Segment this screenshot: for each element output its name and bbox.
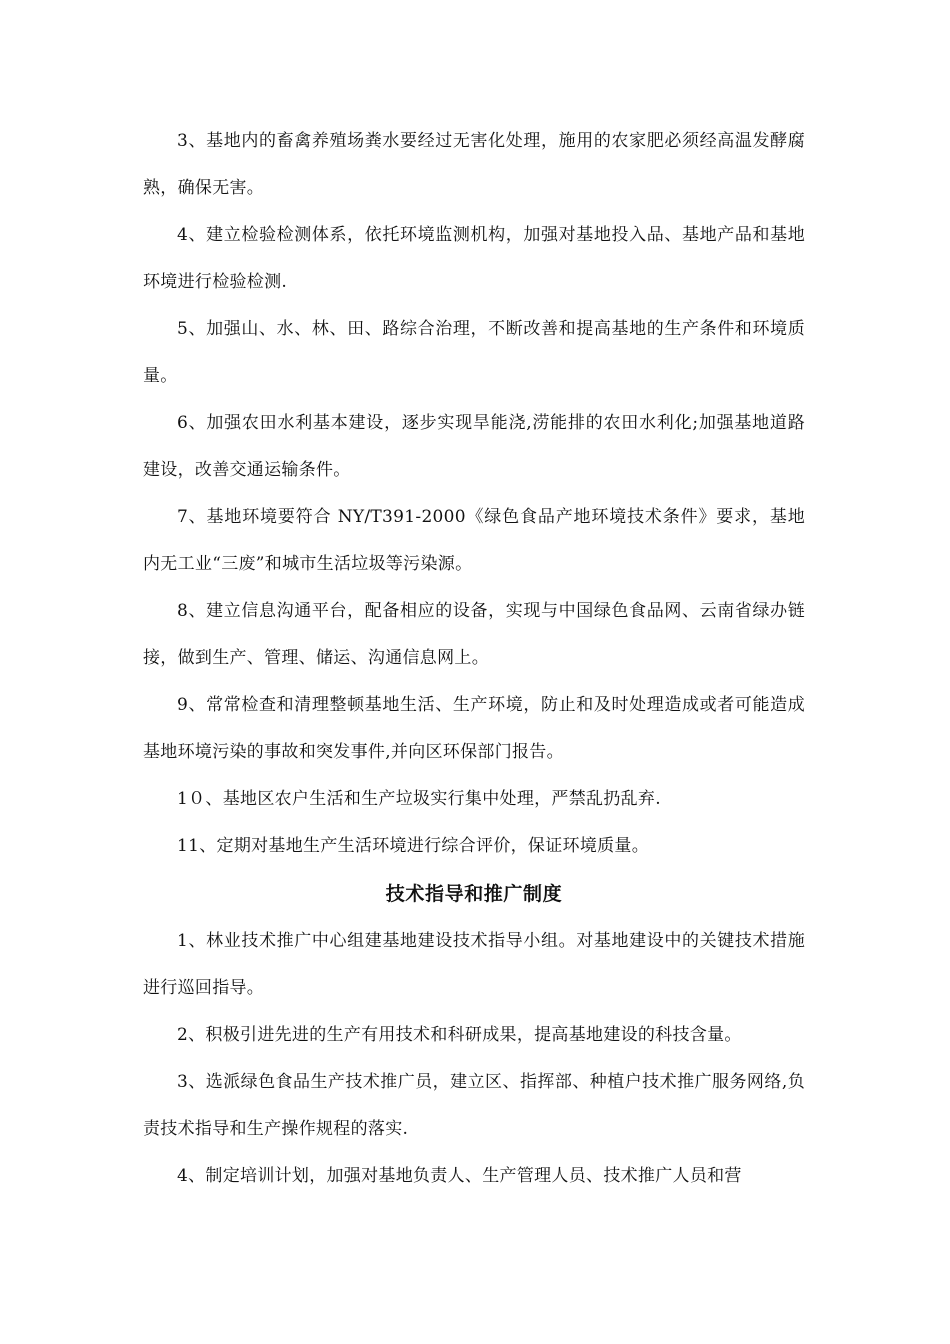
- paragraph-item-5: 5、加强山、水、林、田、路综合治理，不断改善和提高基地的生产条件和环境质量。: [143, 319, 805, 386]
- section-heading: 技术指导和推广制度: [385, 883, 563, 905]
- paragraph-item-11: 11、定期对基地生产生活环境进行综合评价，保证环境质量。: [177, 836, 650, 856]
- document-body: [143, 118, 805, 1200]
- paragraph-item-10: 1０、基地区农户生活和生产垃圾实行集中处理，严禁乱扔乱弃.: [177, 789, 661, 809]
- paragraph-item-3: 3、基地内的畜禽养殖场粪水要经过无害化处理，施用的农家肥必须经高温发酵腐熟，确保无害。: [143, 131, 805, 198]
- paragraph-tech-1: 1、林业技术推广中心组建基地建设技术指导小组。对基地建设中的关键技术措施进行巡回指导。: [143, 931, 805, 998]
- paragraph-item-6: 6、加强农田水利基本建设，逐步实现旱能浇,涝能排的农田水利化;加强基地道路建设，改善交通运输条件。: [143, 413, 805, 480]
- paragraph-item-9: 9、常常检查和清理整顿基地生活、生产环境，防止和及时处理造成或者可能造成基地环境污染的事故和突发事件,并向区环保部门报告。: [143, 695, 805, 762]
- paragraph-item-8: 8、建立信息沟通平台，配备相应的设备，实现与中国绿色食品网、云南省绿办链接，做到生产、管理、储运、沟通信息网上。: [143, 601, 805, 668]
- paragraph-tech-4: 4、制定培训计划，加强对基地负责人、生产管理人员、技术推广人员和营: [177, 1166, 742, 1186]
- paragraph-tech-3: 3、选派绿色食品生产技术推广员，建立区、指挥部、种植户技术推广服务网络,负责技术指导和生产操作规程的落实.: [143, 1072, 805, 1139]
- paragraph-item-7: 7、基地环境要符合 NY/T391-2000《绿色食品产地环境技术条件》要求，基地内无工业“三废”和城市生活垃圾等污染源。: [143, 507, 805, 574]
- paragraph-tech-2: 2、积极引进先进的生产有用技术和科研成果，提高基地建设的科技含量。: [177, 1025, 742, 1045]
- paragraph-item-4: 4、建立检验检测体系，依托环境监测机构，加强对基地投入品、基地产品和基地环境进行检验检测.: [143, 225, 805, 292]
